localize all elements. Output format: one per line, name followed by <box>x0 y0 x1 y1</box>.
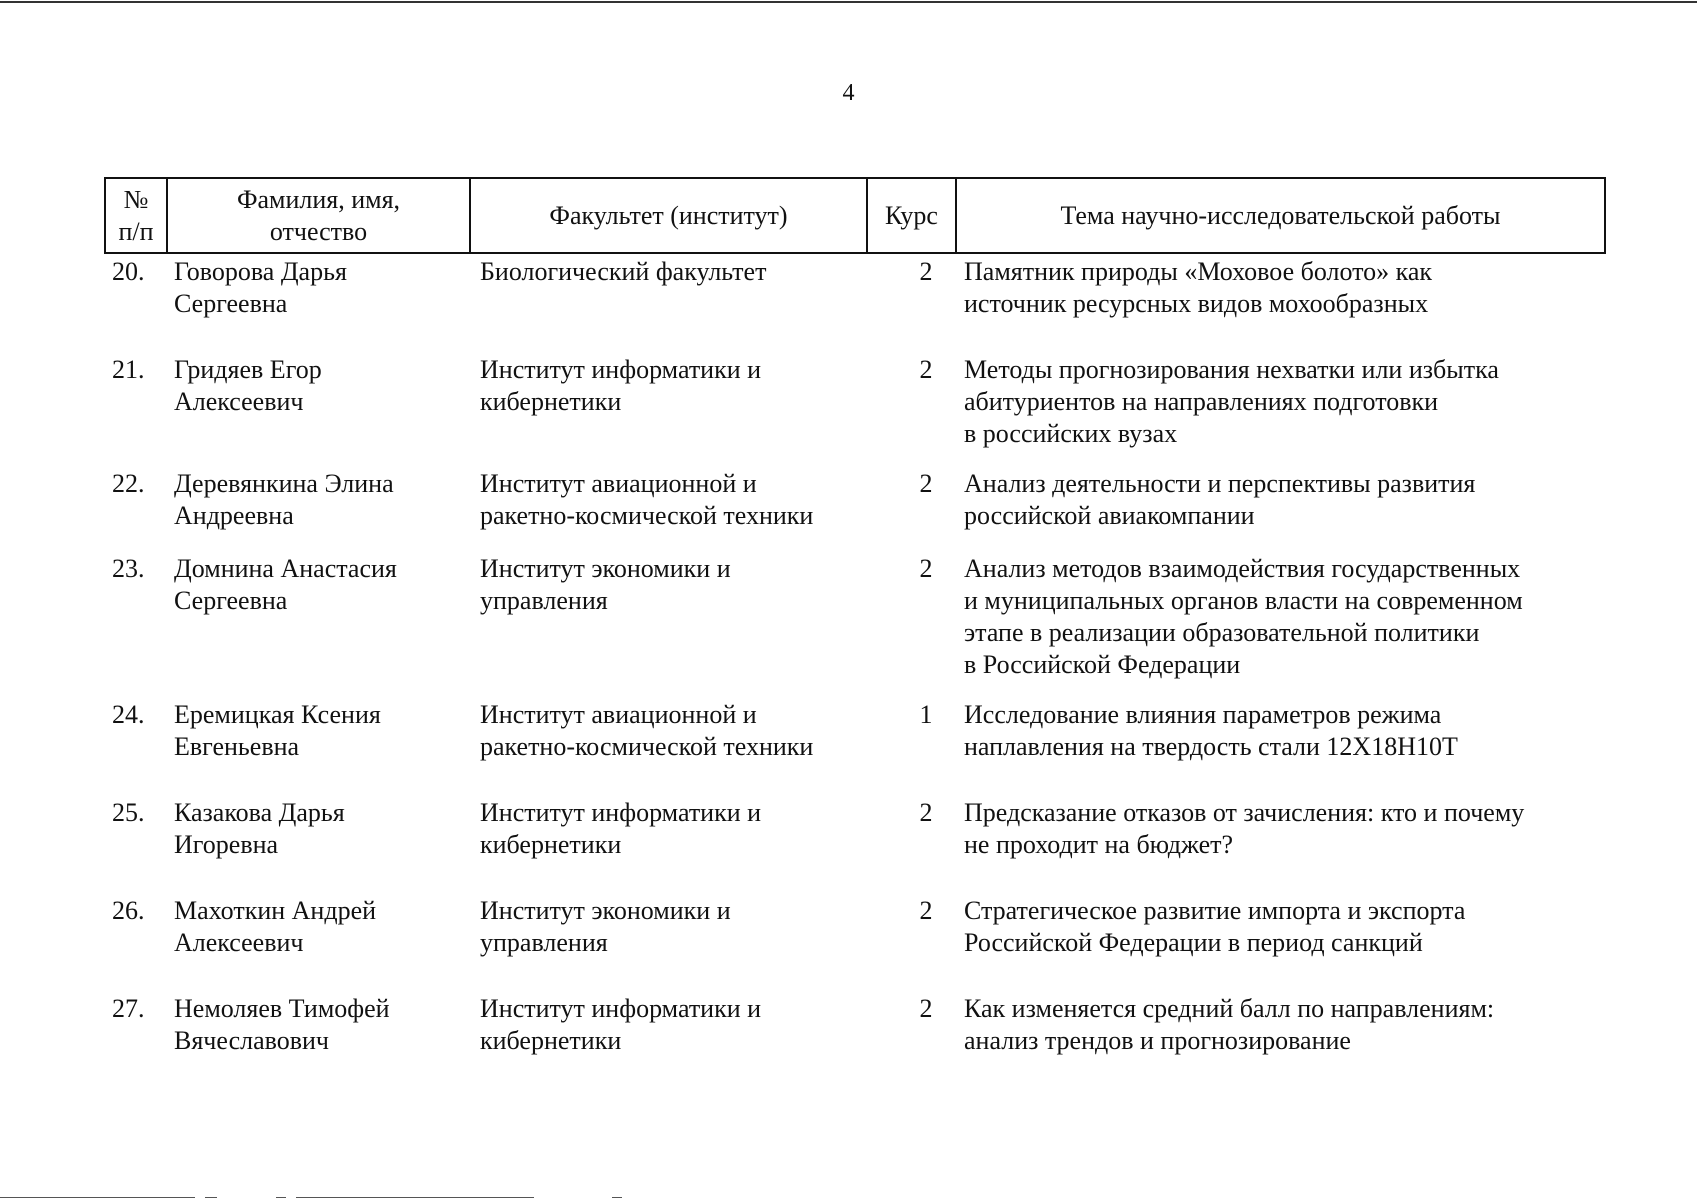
row-topic: Стратегическое развитие импорта и экспорта Российской Федерации в период санкций <box>964 896 1466 957</box>
row-faculty: Институт информатики и кибернетики <box>480 994 762 1055</box>
row-course: 2 <box>919 896 933 925</box>
header-course-label: Курс <box>885 200 938 230</box>
row-faculty: Институт авиационной и ракетно-космической техники <box>480 469 814 530</box>
row-name: Гридяев Егор Алексеевич <box>174 355 322 416</box>
row-name: Еремицкая Ксения Евгеньевна <box>174 700 381 761</box>
row-name: Немоляев Тимофей Вячеславович <box>174 994 390 1055</box>
header-number <box>106 179 168 252</box>
bottom-border-line <box>0 1197 195 1198</box>
top-border-line <box>0 1 1697 3</box>
row-topic: Памятник природы «Моховое болото» как источник ресурсных видов мохообразных <box>964 257 1433 318</box>
row-number: 20. <box>112 257 145 286</box>
row-faculty: Биологический факультет <box>480 257 767 286</box>
header-topic <box>957 179 1604 252</box>
row-topic: Анализ методов взаимодействия государственных и муниципальных органов власти на современном этапе в реализации образовательной политики в Российской Федерации <box>964 554 1523 679</box>
row-topic: Как изменяется средний балл по направлениям: анализ трендов и прогнозирование <box>964 994 1495 1055</box>
page-number: 4 <box>842 80 855 106</box>
row-course: 2 <box>919 554 933 583</box>
row-number: 21. <box>112 355 145 384</box>
row-course: 2 <box>919 798 933 827</box>
row-faculty: Институт экономики и управления <box>480 554 731 615</box>
row-topic: Методы прогнозирования нехватки или избытка абитуриентов на направлениях подготовки в российских вузах <box>964 355 1499 448</box>
bottom-border-line <box>276 1197 286 1198</box>
row-number: 26. <box>112 896 145 925</box>
header-faculty <box>471 179 868 252</box>
table-header <box>104 177 1606 254</box>
row-number: 23. <box>112 554 145 583</box>
header-topic-label: Тема научно-исследовательской работы <box>1060 200 1501 230</box>
header-faculty-label: Факультет (институт) <box>549 200 788 230</box>
row-name: Махоткин Андрей Алексеевич <box>174 896 377 957</box>
row-faculty: Институт авиационной и ракетно-космической техники <box>480 700 814 761</box>
row-course: 2 <box>919 257 933 286</box>
header-course <box>868 179 957 252</box>
row-course: 1 <box>919 700 933 729</box>
row-number: 24. <box>112 700 145 729</box>
header-name <box>168 179 471 252</box>
row-name: Деревянкина Элина Андреевна <box>174 469 394 530</box>
row-number: 22. <box>112 469 145 498</box>
row-name: Домнина Анастасия Сергеевна <box>174 554 397 615</box>
row-name: Казакова Дарья Игоревна <box>174 798 345 859</box>
row-faculty: Институт информатики и кибернетики <box>480 355 762 416</box>
row-number: 25. <box>112 798 145 827</box>
row-name: Говорова Дарья Сергеевна <box>174 257 347 318</box>
row-topic: Исследование влияния параметров режима наплавления на твердость стали 12Х18Н10Т <box>964 700 1458 761</box>
header-number-label: № п/п <box>118 184 154 246</box>
bottom-border-line <box>205 1197 217 1198</box>
bottom-border-line <box>612 1197 622 1198</box>
row-faculty: Институт экономики и управления <box>480 896 731 957</box>
bottom-border-line <box>296 1197 534 1198</box>
row-number: 27. <box>112 994 145 1023</box>
row-topic: Предсказание отказов от зачисления: кто и почему не проходит на бюджет? <box>964 798 1525 859</box>
row-topic: Анализ деятельности и перспективы развития российской авиакомпании <box>964 469 1476 530</box>
row-course: 2 <box>919 469 933 498</box>
row-course: 2 <box>919 355 933 384</box>
row-course: 2 <box>919 994 933 1023</box>
header-name-label: Фамилия, имя, отчество <box>236 184 401 246</box>
row-faculty: Институт информатики и кибернетики <box>480 798 762 859</box>
